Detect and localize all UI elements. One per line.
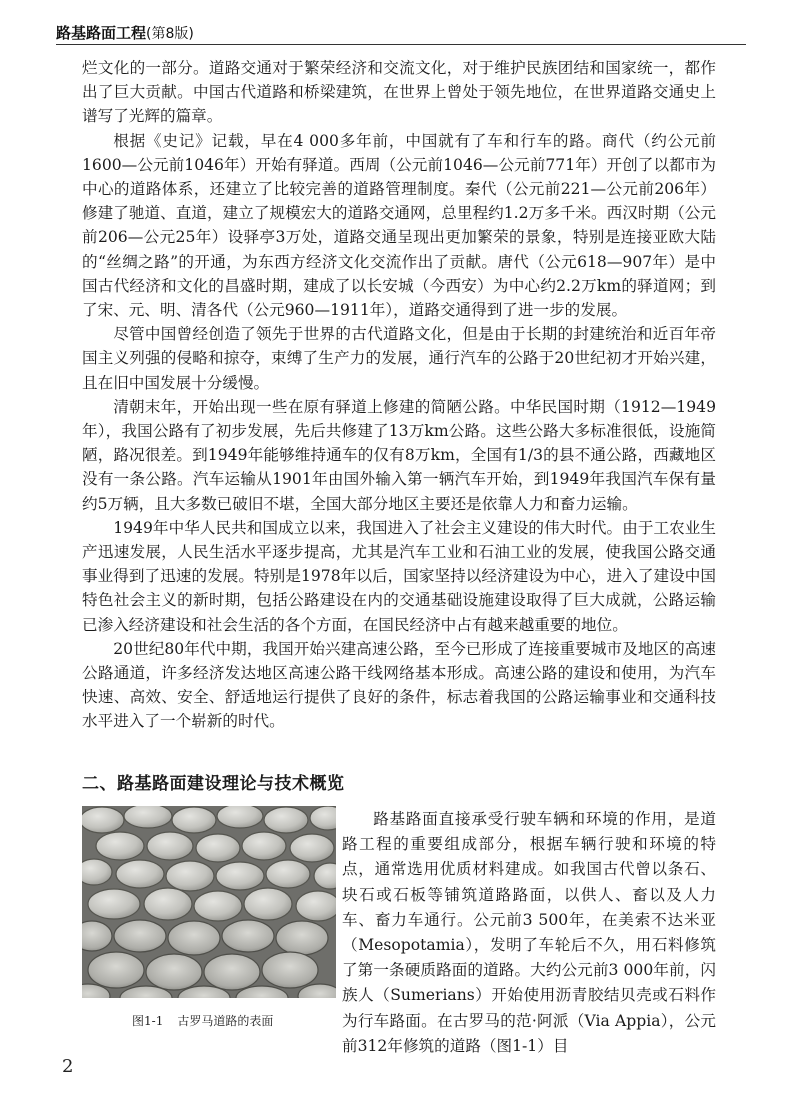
paragraph: 尽管中国曾经创造了领先于世界的古代道路文化，但是由于长期的封建统治和近百年帝国主义列强的侵略和掠夺，束缚了生产力的发展，通行汽车的公路于20世纪初才开始兴建，且在旧中国发展十分缓慢。 [82,325,716,392]
paragraph: 1949年中华人民共和国成立以来，我国进入了社会主义建设的伟大时代。由于工农业生产迅速发展，人民生活水平逐步提高，尤其是汽车工业和石油工业的发展，使我国公路交通事业得到了迅速的发展。特别是1978年以后，国家坚持以经济建设为中心，进入了建设中国特色社会主义的新时期，包括公路建设在内的交通基础设施建设取得了巨大成就，公路运输已渗入经济建设和社会生活的各个方面，在国民经济中占有越来越重要的地位。 [82,518,716,634]
paragraph: 根据《史记》记载，早在4 000多年前，中国就有了车和行车的路。商代（约公元前1600—公元前1046年）开始有驿道。西周（公元前1046—公元前771年）开创了以都市为中心的道路体系，还建立了比较完善的道路管理制度。秦代（公元前221—公元前206年）修建了驰道、直道，建立了规模宏大的道路交通网，总里程约1.2万多千米。西汉时期（公元前206—公元25年）设驿亭3万处，道路交通呈现出更加繁荣的景象，特别是连接亚欧大陆的“丝绸之路”的开通，为东西方经济文化交流作出了贡献。唐代（公元618—907年）是中国古代经济和文化的昌盛时期，建成了以长安城（今西安）为中心约2.2万km的驿道网；到了宋、元、明、清各代（公元960—1911年），道路交通得到了进一步的发展。 [82,131,716,320]
book-title: 路基路面工程 [56,24,147,42]
section-heading: 二、路基路面建设理论与技术概览 [82,774,345,794]
paragraph: 20世纪80年代中期，我国开始兴建高速公路，至今已形成了连接重要城市及地区的高速公路通道，许多经济发达地区高速公路干线网络基本形成。高速公路的建设和使用，为汽车快速、高效、安全、舒适地运行提供了良好的条件，标志着我国的公路运输事业和交通科技水平进入了一个崭新的时代。 [82,639,716,731]
edition-label: (第8版) [146,26,194,42]
running-head [56,22,746,43]
page-number: 2 [62,1056,74,1077]
figure-caption-text: 古罗马道路的表面 [177,1014,274,1028]
paragraph: 清朝末年，开始出现一些在原有驿道上修建的简陋公路。中华民国时期（1912—1949年），我国公路有了初步发展，先后共修建了13万km公路。这些公路大多标准很低，设施简陋，路况很差。到1949年能够维持通车的仅有8万km，全国有1/3的县不通公路，西藏地区没有一条公路。汽车运输从1901年由国外输入第一辆汽车开始，到1949年我国汽车保有量约5万辆，且大多数已破旧不堪，全国大部分地区主要还是依靠人力和畜力运输。 [82,397,716,513]
body-text [82,56,716,734]
figure-number: 图1-1 [132,1014,164,1028]
header-rule [56,44,746,45]
section-body [342,807,716,1059]
roman-road-photo [82,806,336,998]
paragraph: 烂文化的一部分。道路交通对于繁荣经济和交流文化，对于维护民族团结和国家统一，都作出了巨大贡献。中国古代道路和桥梁建筑，在世界上曾处于领先地位，在世界道路交通史上谱写了光辉的篇章。 [82,59,716,126]
paragraph: 路基路面直接承受行驶车辆和环境的作用，是道路工程的重要组成部分，根据车辆行驶和环境的特点，通常选用优质材料建成。如我国古代曾以条石、块石或石板等铺筑道路路面，以供人、畜以及人力车、畜力车通行。公元前3 500年，在美索不达米亚（Mesopotamia），发明了车轮后不久，用石料修筑了第一条硬质路面的道路。大约公元前3 000年前，闪族人（Sumerians）开始使用沥青胶结贝壳或石料作为行车路面。在古罗马的范·阿派（Via Appia），公元前312年修筑的道路（图1-1）目 [342,810,716,1055]
figure-caption [132,1012,273,1029]
